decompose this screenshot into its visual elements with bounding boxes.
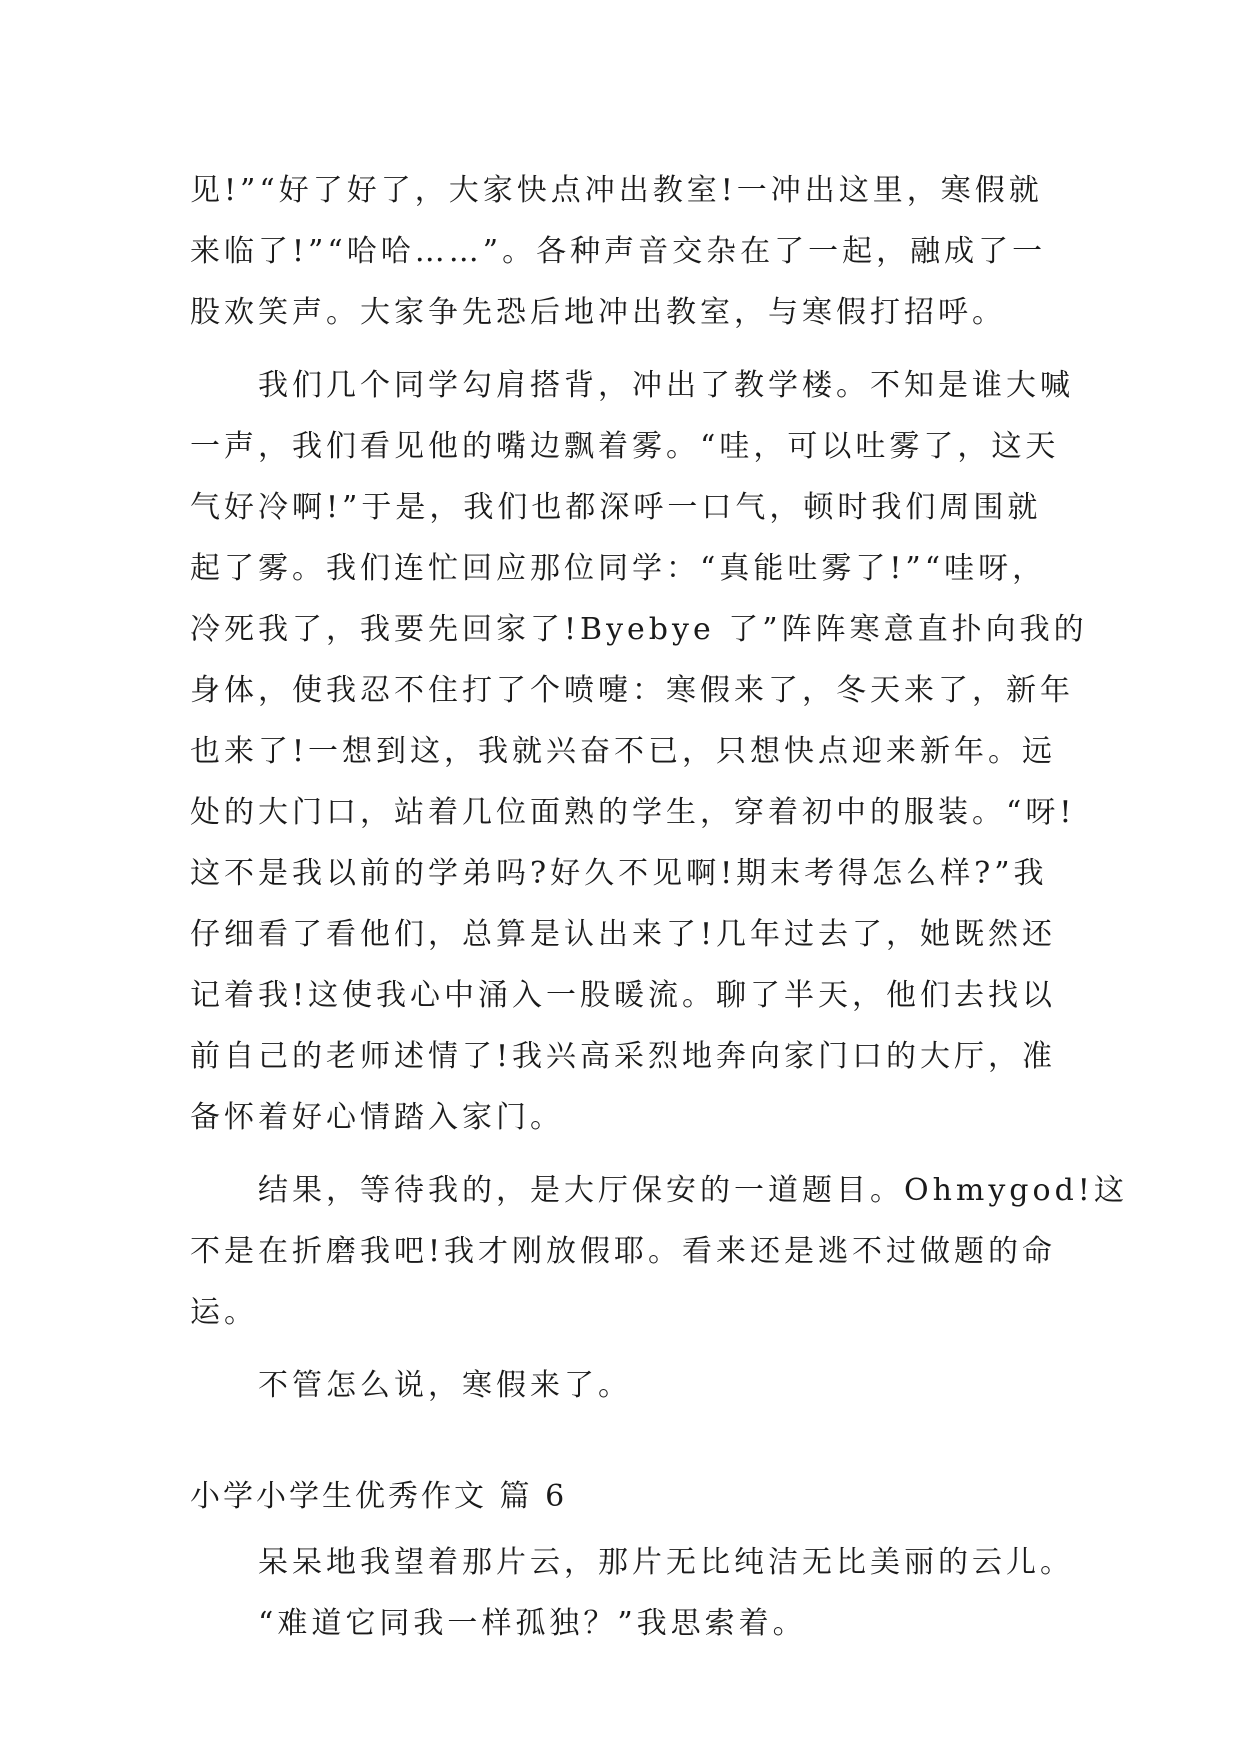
text-line: 运。 — [190, 1295, 258, 1330]
text-line: “难道它同我一样孤独？”我思索着。 — [190, 1606, 807, 1641]
text-line: 呆呆地我望着那片云，那片无比纯洁无比美丽的云儿。 — [190, 1545, 1074, 1580]
paragraph — [190, 1160, 1128, 1343]
paragraph — [190, 1532, 1074, 1593]
text-line: 起了雾。我们连忙回应那位同学：“真能吐雾了!”“哇呀， — [190, 551, 1047, 586]
text-line: 一声，我们看见他的嘴边飘着雾。“哇，可以吐雾了，这天 — [190, 429, 1060, 464]
text-line: 也来了!一想到这，我就兴奋不已，只想快点迎来新年。远 — [190, 734, 1057, 769]
text-line: 身体，使我忍不住打了个喷嚏：寒假来了，冬天来了，新年 — [190, 673, 1074, 708]
paragraph — [190, 355, 1088, 1148]
paragraph — [190, 160, 1070, 343]
text-line: 气好冷啊!”于是，我们也都深呼一口气，顿时我们周围就 — [190, 490, 1042, 525]
text-line: 仔细看了看他们，总算是认出来了!几年过去了，她既然还 — [190, 917, 1057, 952]
text-line: 这不是我以前的学弟吗?好久不见啊!期末考得怎么样?”我 — [190, 856, 1048, 891]
text-line: 备怀着好心情踏入家门。 — [190, 1100, 564, 1135]
text-line: 处的大门口，站着几位面熟的学生，穿着初中的服装。“呀! — [190, 795, 1076, 830]
text-line: 来临了!”“哈哈……”。各种声音交杂在了一起，融成了一 — [190, 234, 1047, 269]
text-line: 冷死我了，我要先回家了!Byebye 了”阵阵寒意直扑向我的 — [190, 612, 1088, 647]
section-heading: 小学小学生优秀作文 篇 6 — [190, 1479, 568, 1514]
document-body — [190, 160, 1128, 1654]
paragraph — [190, 1355, 1070, 1416]
text-line: 不管怎么说，寒假来了。 — [190, 1368, 632, 1403]
text-line: 记着我!这使我心中涌入一股暖流。聊了半天，他们去找以 — [190, 978, 1057, 1013]
text-line: 不是在折磨我吧!我才刚放假耶。看来还是逃不过做题的命 — [190, 1234, 1057, 1269]
text-line: 结果，等待我的，是大厅保安的一道题目。Ohmygod!这 — [190, 1173, 1128, 1208]
paragraph — [190, 1593, 1070, 1654]
text-line: 前自己的老师述情了!我兴高采烈地奔向家门口的大厅，准 — [190, 1039, 1057, 1074]
text-line: 股欢笑声。大家争先恐后地冲出教室，与寒假打招呼。 — [190, 295, 1006, 330]
text-line: 我们几个同学勾肩搭背，冲出了教学楼。不知是谁大喊 — [190, 368, 1074, 403]
text-line: 见!”“好了好了，大家快点冲出教室!一冲出这里，寒假就 — [190, 173, 1043, 208]
